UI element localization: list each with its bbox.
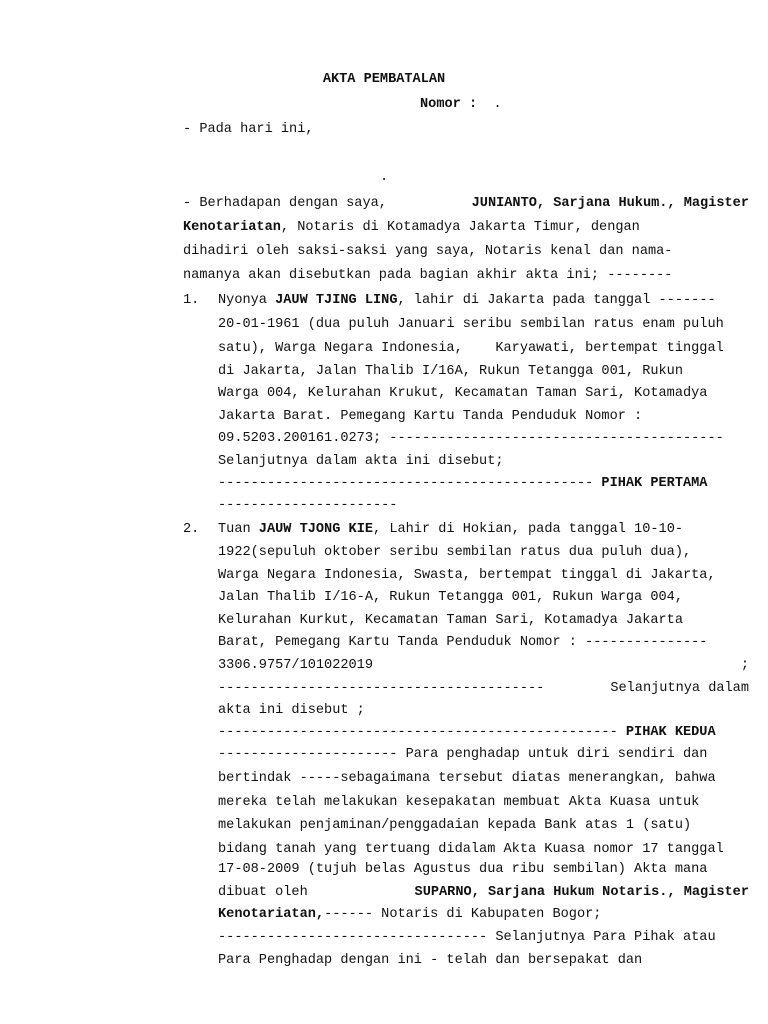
item1-line9 [218,476,749,492]
para1-line4: namanya akan disebutkan pada bagian akhir akta ini; -------- [183,268,673,283]
para1-line1 [183,196,749,212]
item1-line3: satu), Warga Negara Indonesia, Karyawati, bertempat tinggal [218,341,724,356]
item2-text: , Lahir di Hokian, pada tanggal 10-10- [373,522,684,537]
item2-line3: Warga Negara Indonesia, Swasta, bertempat tinggal di Jakarta, [218,568,716,583]
item2-text: dibuat oleh [218,885,316,900]
document-title: AKTA PEMBATALAN [322,72,446,87]
para1-line3: dihadiri oleh saksi-saksi yang saya, Notaris kenal dan nama- [183,244,673,259]
party1-name: JAUW TJING LING [275,293,398,308]
item1-line5: Warga 004, Kelurahan Krukut, Kecamatan Taman Sari, Kotamadya [218,386,708,401]
item2-line11: ---------------------- Para penghadap untuk diri sendiri dan [218,747,708,762]
item2-line10 [218,725,749,741]
item2-line9: akta ini disebut ; [218,703,365,718]
item2-line17 [218,885,749,901]
nomor-label: Nomor : [420,97,478,112]
item2-line14: melakukan penjaminan/penggadaian kepada Bank atas 1 (satu) [218,818,692,833]
item1-dashes: ---------------------------------------------- [218,476,602,491]
para1-text: , Notaris di Kotamadya Jakarta Timur, dengan [280,220,640,235]
document-number [420,97,502,112]
notary-name: JUNIANTO, Sarjana Hukum., Magister [471,196,749,211]
item2-dashes: ---------------------------------------- [218,681,545,696]
item2-line7 [218,658,749,674]
item1-line6: Jakarta Barat. Pemegang Kartu Tanda Penduduk Nomor : [218,409,643,424]
item2-line16: 17-08-2009 (tujuh belas Agustus dua ribu sembilan) Akta mana [218,862,708,877]
item1-line1 [218,293,749,309]
para1-text: - Berhadapan dengan saya, [183,196,396,211]
item1-number: 1. [183,293,200,308]
notary-title: Kenotariatan [183,220,281,235]
item2-line20: Para Penghadap dengan ini - telah dan bersepakat dan [218,953,643,968]
item2-text: Tuan [218,522,259,537]
item2-line12: bertindak -----sebagaimana tersebut diatas menerangkan, bahwa [218,771,716,786]
item1-line10: ---------------------- [218,498,398,513]
item1-line8: Selanjutnya dalam akta ini disebut; [218,454,504,469]
item2-line6: Barat, Pemegang Kartu Tanda Penduduk Nomor : --------------- [218,635,708,650]
nomor-value: . [493,97,502,112]
para1-line2 [183,220,749,236]
suparno-title: Kenotariatan, [218,907,325,922]
item2-line1 [218,522,749,538]
ktp-number: 3306.9757/101022019 [218,658,373,673]
pihak-kedua-label: PIHAK KEDUA [625,725,716,740]
item2-text: Selanjutnya dalam [610,681,749,696]
item1-line7: 09.5203.200161.0273; ----------------------------------------- [218,431,724,446]
item2-line4: Jalan Thalib I/16-A, Rukun Tetangga 001, Rukun Warga 004, [218,590,683,605]
item2-line19: --------------------------------- Selanjutnya Para Pihak atau [218,930,716,945]
party2-name: JAUW TJONG KIE [258,522,374,537]
item2-semicolon: ; [740,658,749,673]
item2-line15: bidang tanah yang tertuang didalam Akta Kuasa nomor 17 tanggal [218,842,724,857]
item2-text: ------ Notaris di Kabupaten Bogor; [324,907,602,922]
item2-dashes: ------------------------------------------------- [218,725,626,740]
suparno-name: SUPARNO, Sarjana Hukum Notaris., Magister [414,885,749,900]
item1-text: , lahir di Jakarta pada tanggal ------- [397,293,716,308]
pihak-pertama-label: PIHAK PERTAMA [601,476,708,491]
item2-line2: 1922(sepuluh oktober seribu sembilan ratus dua puluh dua), [218,545,692,560]
item2-line13: mereka telah melakukan kesepakatan membuat Akta Kuasa untuk [218,795,700,810]
pada-hari-line: - Pada hari ini, [183,122,314,137]
dot-line: . [380,170,389,185]
item1-line2: 20-01-1961 (dua puluh Januari seribu sembilan ratus enam puluh [218,317,724,332]
item1-line4: di Jakarta, Jalan Thalib I/16A, Rukun Tetangga 001, Rukun [218,364,683,379]
item2-line8 [218,681,749,697]
item1-text: Nyonya [218,293,276,308]
item2-line18 [218,907,749,923]
item2-line5: Kelurahan Kurkut, Kecamatan Taman Sari, Kotamadya Jakarta [218,613,683,628]
item2-number: 2. [183,522,200,537]
